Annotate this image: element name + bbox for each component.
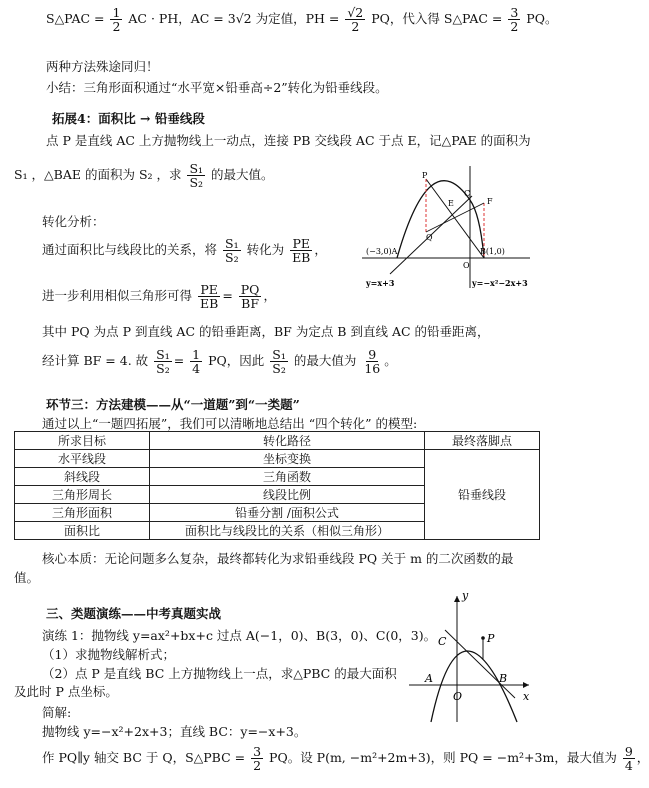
fraction-num: S₁ bbox=[225, 236, 239, 251]
exercise1-line: 演练 1：抛物线 y=ax²+bx+c 过点 A(−1，0)、B(3，0)、C(0，3)。 bbox=[42, 628, 437, 643]
text: PQ，因此 bbox=[208, 353, 265, 369]
fraction-s1-s2 bbox=[187, 162, 205, 189]
fraction-den: BF bbox=[241, 296, 260, 312]
fraction-den: 2 bbox=[351, 19, 360, 35]
text: 通过面积比与线段比的关系，将 bbox=[42, 242, 218, 258]
fraction-pe-eb bbox=[290, 237, 312, 264]
parabola-curve bbox=[397, 181, 484, 258]
summary-line: 小结：三角形面积通过“水平宽×铅垂高÷2”转化为铅垂线段。 bbox=[46, 80, 388, 95]
essence-line1: 核心本质：无论问题多么复杂，最终都转化为求铅垂线段 PQ 关于 m 的二次函数的最 bbox=[42, 551, 514, 566]
label-x: x bbox=[523, 690, 530, 703]
fraction-s1-s2 bbox=[223, 237, 241, 264]
label-e: E bbox=[448, 199, 454, 208]
fraction-den: 16 bbox=[364, 361, 381, 377]
fraction-pe-eb bbox=[198, 283, 220, 310]
text: 作 PQ∥y 轴交 BC 于 Q，S△PBC = bbox=[42, 750, 246, 766]
fraction-num: √2 bbox=[347, 5, 364, 20]
fraction-9-4 bbox=[623, 745, 635, 772]
ext4-parabola-figure bbox=[360, 162, 535, 292]
text: 。 bbox=[384, 353, 397, 369]
fraction-num: S₁ bbox=[156, 347, 170, 362]
label-f: F bbox=[487, 197, 493, 206]
fraction-quarter bbox=[190, 348, 202, 375]
practice-heading: 三、类题演练——中考真题实战 bbox=[46, 606, 222, 621]
section3-heading: 环节三：方法建模——从“一道题”到“一类题” bbox=[46, 397, 300, 412]
fraction-den: 2 bbox=[510, 19, 519, 35]
formula-text: PQ。 bbox=[526, 11, 558, 27]
analysis-label: 转化分析： bbox=[42, 214, 105, 229]
section3-intro: 通过以上“一题四拓展”，我们可以清晰地总结出 “四个转化” 的模型: bbox=[42, 416, 418, 431]
fraction-9-16 bbox=[362, 348, 382, 375]
fraction-half bbox=[110, 6, 122, 33]
table-cell: 面积比 bbox=[15, 522, 150, 540]
fraction-num: PQ bbox=[240, 282, 260, 297]
fraction-num: 3 bbox=[253, 744, 262, 759]
top-formula bbox=[46, 6, 557, 33]
fraction-den: EB bbox=[292, 250, 311, 266]
table-header: 转化路径 bbox=[150, 432, 425, 450]
label-q: Q bbox=[426, 233, 433, 242]
fraction-num: 1 bbox=[192, 347, 201, 362]
line-equation: y=x+3 bbox=[366, 278, 395, 288]
x-axis-arrow bbox=[523, 682, 529, 688]
y-axis-arrow bbox=[454, 596, 460, 602]
text: 进一步利用相似三角形可得 bbox=[42, 288, 193, 304]
same-goal-line: 两种方法殊途同归！ bbox=[46, 59, 159, 74]
table-cell: 坐标变换 bbox=[150, 450, 425, 468]
fraction-den: S₂ bbox=[272, 361, 286, 377]
solution-line2: 作 PQ∥y 轴交 BC 于 Q，S△PBC = $\frac{3}{2}$ PQ。设 P(m, −m²+2m+3)，则 PQ = −m²+3m，最大值为 $\frac{9}{4}$ ， bbox=[42, 744, 649, 774]
label-a: (−3,0)A bbox=[366, 247, 398, 256]
label-b: B(1,0) bbox=[480, 247, 505, 256]
fraction-num: 9 bbox=[624, 744, 633, 759]
fraction-den: EB bbox=[200, 296, 219, 312]
fraction-den: S₂ bbox=[189, 175, 204, 191]
parabola-equation: y=−x²−2x+3 bbox=[472, 278, 528, 288]
ext4-problem-line2 bbox=[14, 162, 274, 189]
text: 的最大值为 bbox=[293, 353, 357, 369]
table-cell: 三角形周长 bbox=[15, 486, 150, 504]
fraction-num: 1 bbox=[112, 5, 121, 20]
line-pb bbox=[426, 179, 484, 258]
table-cell: 水平线段 bbox=[15, 450, 150, 468]
fraction-s1-s2 bbox=[270, 348, 288, 375]
fraction-den: S₂ bbox=[225, 250, 239, 266]
fraction-num: 3 bbox=[510, 5, 519, 20]
table-header-row bbox=[15, 432, 540, 450]
solution-line1: 抛物线 y=−x²+2x+3；直线 BC：y=−x+3。 bbox=[42, 724, 307, 739]
table-cell: 三角形面积 bbox=[15, 504, 150, 522]
label-y: y bbox=[462, 589, 469, 602]
question2-line-b: 及此时 P 点坐标。 bbox=[14, 684, 118, 699]
fraction-num: PE bbox=[292, 236, 310, 251]
where-line: 其中 PQ 为点 P 到直线 AC 的铅垂距离，BF 为定点 B 到直线 AC 的铅垂距离， bbox=[42, 324, 490, 339]
label-c: C bbox=[438, 635, 447, 648]
essence-line2: 值。 bbox=[14, 570, 40, 585]
solution-label: 简解: bbox=[42, 705, 72, 720]
ext4-heading: 拓展4：面积比 → 铅垂线段 bbox=[52, 111, 205, 126]
ratio-line: 通过面积比与线段比的关系，将 $\frac{\text{S₁}}{\text{S₂}}$ 转化为 $\frac{PE}{EB}$ ， bbox=[42, 236, 327, 266]
question2-line: （2）点 P 是直线 BC 上方抛物线上一点，求△PBC 的最大面积 bbox=[42, 666, 397, 681]
table-merged-cell: 铅垂线段 bbox=[425, 450, 540, 540]
label-o: O bbox=[453, 690, 463, 703]
fraction-den: 4 bbox=[624, 758, 633, 774]
fraction-three-halves bbox=[251, 745, 263, 772]
label-o: O bbox=[463, 261, 470, 270]
fraction-num: 9 bbox=[368, 347, 377, 362]
fraction-num: S₁ bbox=[189, 161, 204, 176]
fraction-s1-s2 bbox=[154, 348, 172, 375]
fraction-den: 2 bbox=[112, 19, 121, 35]
fraction-den: 2 bbox=[253, 758, 262, 774]
text: 的最大值。 bbox=[211, 167, 274, 183]
fraction-sqrt2 bbox=[345, 6, 365, 33]
fraction-three-halves bbox=[508, 6, 520, 33]
label-a: A bbox=[425, 672, 433, 685]
model-table bbox=[14, 431, 540, 540]
table-cell: 线段比例 bbox=[150, 486, 425, 504]
table-header: 所求目标 bbox=[15, 432, 150, 450]
label-b: B bbox=[499, 672, 508, 685]
text: S₁ ，△BAE 的面积为 S₂ ，求 bbox=[14, 167, 182, 183]
question1-line: （1）求抛物线解析式； bbox=[42, 647, 175, 662]
table-header: 最终落脚点 bbox=[425, 432, 540, 450]
ext4-problem-line1: 点 P 是直线 AC 上方抛物线上一动点，连接 PB 交线段 AC 于点 E，记△PAE 的面积为 bbox=[46, 133, 531, 148]
point-p bbox=[481, 636, 485, 640]
table-row bbox=[15, 450, 540, 468]
fraction-num: PE bbox=[200, 282, 218, 297]
fraction-num: S₁ bbox=[272, 347, 286, 362]
text: 转化为 bbox=[246, 242, 285, 258]
line-qf bbox=[426, 203, 484, 232]
practice-parabola-figure bbox=[405, 590, 535, 725]
text: PQ。设 P(m, −m²+2m+3)，则 PQ = −m²+3m，最大值为 bbox=[269, 750, 617, 766]
table-cell: 铅垂分割 /面积公式 bbox=[150, 504, 425, 522]
table-cell: 面积比与线段比的关系（相似三角形） bbox=[150, 522, 425, 540]
label-p: P bbox=[487, 632, 495, 645]
formula-text: AC · PH，AC = 3√2 为定值，PH = bbox=[128, 11, 340, 27]
s-pac-label: S△PAC = bbox=[46, 11, 105, 27]
fraction-den: 4 bbox=[192, 361, 201, 377]
similar-line: 进一步利用相似三角形可得 $\frac{PE}{EB}$ = $\frac{PQ}{BF}$ ， bbox=[42, 282, 276, 312]
line-bc bbox=[445, 630, 515, 698]
label-p: P bbox=[422, 171, 428, 180]
fraction-den: S₂ bbox=[156, 361, 170, 377]
calc-line: 经计算 BF = 4. 故 $\frac{\text{S₁}}{\text{S₂}}$ = $\frac{1}{4}$ PQ，因此 $\frac{\text{S₁}}{\text{S₂}}$ 的最大值为 $\frac{9}{16}$ 。 bbox=[42, 347, 397, 377]
fraction-pq-bf bbox=[239, 283, 262, 310]
label-c: C bbox=[464, 189, 471, 198]
text: 经计算 BF = 4. 故 bbox=[42, 353, 149, 369]
parabola-curve bbox=[431, 651, 517, 722]
table-cell: 斜线段 bbox=[15, 468, 150, 486]
formula-text: PQ，代入得 S△PAC = bbox=[371, 11, 503, 27]
table-cell: 三角函数 bbox=[150, 468, 425, 486]
